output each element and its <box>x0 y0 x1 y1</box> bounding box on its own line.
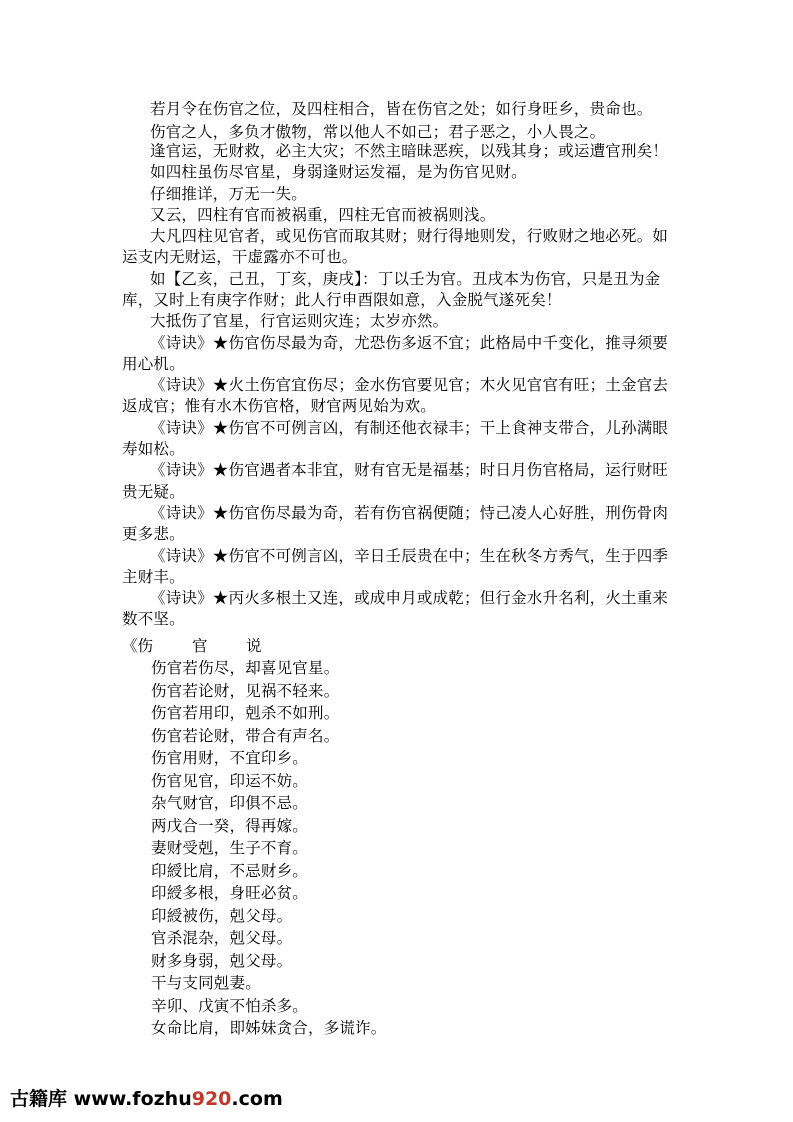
section-title-part: 《伤 <box>122 637 154 655</box>
verse-line: 妻财受剋，生子不育。 <box>151 839 309 857</box>
text-line: 库，又时上有庚字作财；此人行申酉限如意，入金脱气遂死矣！ <box>122 291 562 309</box>
text-line: 运支内无财运，干虚露亦不可也。 <box>122 248 358 266</box>
text-line: 《诗诀》★火土伤官宜伤尽；金水伤官要见官；木火见官官有旺；土金官去 <box>150 376 669 394</box>
text-line: 仔细推详，万无一失。 <box>150 185 308 203</box>
text-line: 贵无疑。 <box>122 483 185 501</box>
text-line: 用心机。 <box>122 355 185 373</box>
text-line: 大凡四柱见官者，或见伤官而取其财；财行得地则发，行败财之地必死。如 <box>150 227 669 245</box>
text-line: 返成官；惟有水木伤官格，财官两见始为欢。 <box>122 397 437 415</box>
text-line: 《诗诀》★伤官遇者本非宜，财有官无是福基；时日月伤官格局，运行财旺 <box>150 461 669 479</box>
verse-line: 杂气财官，印俱不忌。 <box>151 794 309 812</box>
text-line: 伤官之人，多负才傲物，常以他人不如己；君子恶之，小人畏之。 <box>150 123 606 141</box>
site-url-prefix: www.fozhu <box>73 1088 192 1110</box>
verse-line: 两戊合一癸，得再嫁。 <box>151 817 309 835</box>
site-url <box>74 1088 283 1110</box>
site-url-suffix: .com <box>231 1088 283 1110</box>
text-line: 《诗诀》★丙火多根土又连，或成申月或成乾；但行金水升名利，火土重来 <box>150 589 669 607</box>
text-line: 寿如松。 <box>122 440 185 458</box>
verse-line: 印綬多根，身旺必贫。 <box>151 884 309 902</box>
text-line: 逢官运，无财救，必主大灾；不然主暗昧恶疾，以残其身；或运遭官刑矣！ <box>150 142 669 160</box>
section-title-part: 说 <box>246 637 262 655</box>
verse-line: 女命比肩，即姊妹贪合，多谎诈。 <box>151 1019 387 1037</box>
text-line: 更多悲。 <box>122 525 185 543</box>
section-title-part: 官 <box>192 637 208 655</box>
verse-line: 辛卯、戊寅不怕杀多。 <box>151 997 309 1015</box>
verse-line: 干与支同剋妻。 <box>151 974 261 992</box>
verse-line: 伤官若论财，带合有声名。 <box>151 727 340 745</box>
site-url-number: 920 <box>191 1088 232 1110</box>
verse-line: 财多身弱，剋父母。 <box>151 952 293 970</box>
verse-line: 伤官若论财，见祸不轻来。 <box>151 682 340 700</box>
text-line: 大抵伤了官星，行官运则灾连；太岁亦然。 <box>150 312 449 330</box>
text-line: 又云，四柱有官而被祸重，四柱无官而被祸则浅。 <box>150 206 496 224</box>
text-line: 《诗诀》★伤官伤尽最为奇，若有伤官祸便随；恃己凌人心好胜，刑伤骨肉 <box>150 504 669 522</box>
verse-line: 伤官用财，不宜印乡。 <box>151 749 309 767</box>
verse-line: 官杀混杂，剋父母。 <box>151 929 293 947</box>
site-watermark <box>10 1087 283 1111</box>
verse-line: 伤官若用印，剋杀不如刑。 <box>151 704 340 722</box>
text-line: 主财丰。 <box>122 568 185 586</box>
verse-line: 伤官若伤尽，却喜见官星。 <box>151 659 340 677</box>
text-line: 《诗诀》★伤官不可例言凶，有制还他衣禄丰；干上食神支带合，儿孙满眼 <box>150 419 669 437</box>
verse-line: 印綬被伤，剋父母。 <box>151 907 293 925</box>
verse-line: 印綬比肩，不忌财乡。 <box>151 862 309 880</box>
text-line: 数不坚。 <box>122 610 185 628</box>
text-line: 《诗诀》★伤官伤尽最为奇，尤恐伤多返不宜；此格局中千变化，推寻须要 <box>150 334 669 352</box>
text-line: 《诗诀》★伤官不可例言凶，辛日壬辰贵在中；生在秋冬方秀气，生于四季 <box>150 547 669 565</box>
site-name: 古籍库 <box>10 1088 68 1110</box>
text-line: 如四柱虽伤尽官星，身弱逢财运发福，是为伤官见财。 <box>150 163 527 181</box>
text-line: 若月令在伤官之位，及四柱相合，皆在伤官之处；如行身旺乡，贵命也。 <box>150 100 653 118</box>
text-line: 如【乙亥，己丑，丁亥，庚戌】：丁以壬为官。丑戌本为伤官，只是丑为金 <box>150 270 661 288</box>
verse-line: 伤官见官，印运不妨。 <box>151 772 309 790</box>
